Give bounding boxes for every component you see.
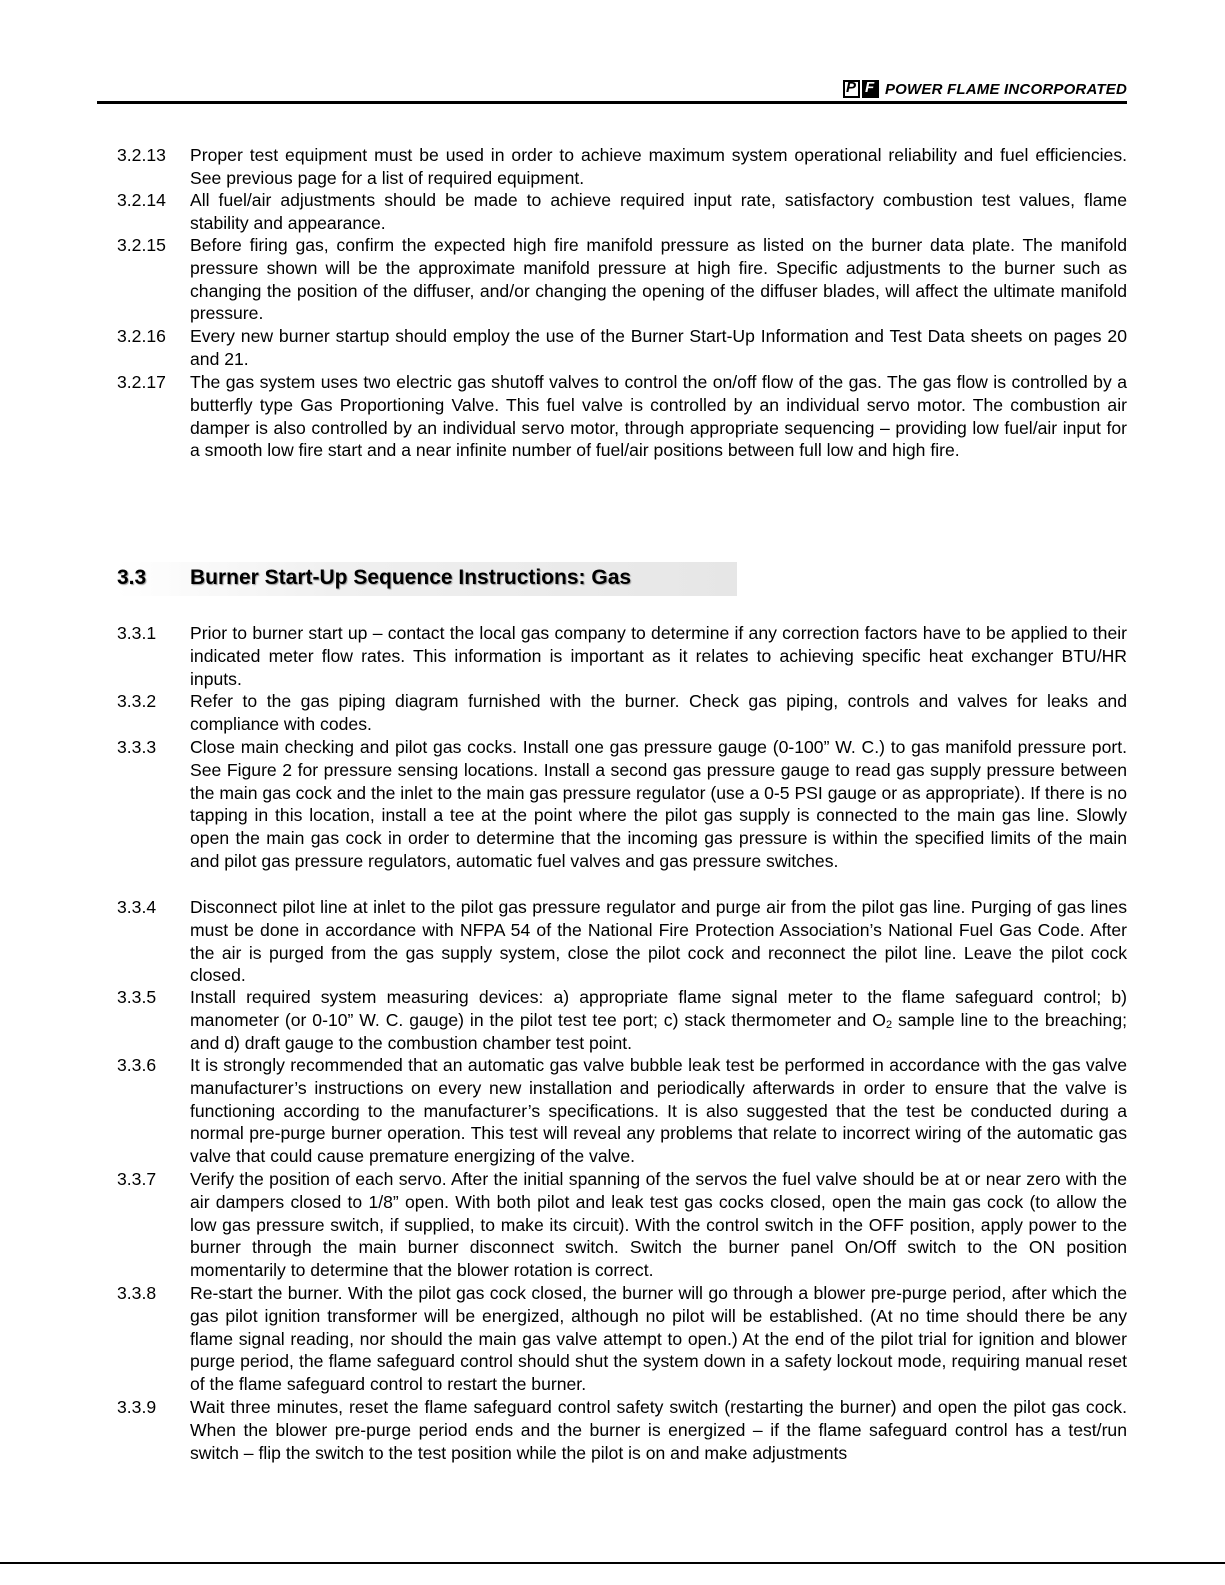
subscript-2: 2 bbox=[885, 1018, 893, 1031]
item-number: 3.2.14 bbox=[117, 190, 166, 210]
item-number: 3.2.15 bbox=[117, 235, 166, 255]
item-text: Wait three minutes, reset the flame safeguard control safety switch (restarting the burner) and open the pilot gas cock. When the blower pre-purge period ends and the burner is energized – if the flame safeguard control has a test/run switch – flip the switch to the test position while the pilot is on and make adjustments bbox=[190, 1397, 1127, 1463]
item-text: Every new burner startup should employ the use of the Burner Start-Up Information and Test Data sheets on pages 20 and 21. bbox=[190, 326, 1127, 369]
item-number: 3.3.2 bbox=[117, 691, 157, 711]
item-text: Disconnect pilot line at inlet to the pilot gas pressure regulator and purge air from the pilot gas line. Purging of gas lines must be done in accordance with NFPA 54 of the National Fire Protection Association’s National Fuel Gas Code. After the air is purged from the gas supply system, close the pilot cock and reconnect the pilot line. Leave the pilot cock closed. bbox=[190, 897, 1127, 986]
item-text-part-a: Install required system measuring devices: a) appropriate flame signal meter to the flame safeguard control; b) manometer (or 0-10” W. C. gauge) in the pilot test tee port; c) stack thermometer and O bbox=[190, 987, 1127, 1030]
item-number: 3.3.1 bbox=[117, 623, 157, 643]
section-title: Burner Start-Up Sequence Instructions: Gas bbox=[190, 566, 632, 589]
item-text: Close main checking and pilot gas cocks. Install one gas pressure gauge (0-100” W. C.) to gas manifold pressure port. See Figure 2 for pressure sensing locations. Install a second gas pressure gauge to read gas supply pressure between the main gas cock and the inlet to the main gas pressure regulator (use a 0-5 PSI gauge or as appropriate). If there is no tapping in this location, install a tee at the point where the pilot gas supply is connected to the main gas line. Slowly open the main gas cock in order to determine that the incoming gas pressure is within the specified limits of the main and pilot gas pressure regulators, automatic fuel valves and gas pressure switches. bbox=[190, 737, 1127, 871]
section-number: 3.3 bbox=[117, 566, 147, 589]
item-number: 3.3.6 bbox=[117, 1055, 157, 1075]
section-heading bbox=[117, 562, 737, 596]
item-text bbox=[190, 986, 1127, 1054]
item-number: 3.3.4 bbox=[117, 897, 157, 917]
item-number: 3.3.9 bbox=[117, 1397, 157, 1417]
item-number: 3.3.5 bbox=[117, 987, 157, 1007]
item-number: 3.3.7 bbox=[117, 1169, 157, 1189]
company-name: POWER FLAME INCORPORATED bbox=[884, 80, 1127, 98]
item-number: 3.2.16 bbox=[117, 326, 166, 346]
brand bbox=[843, 78, 1127, 100]
item-text: It is strongly recommended that an automatic gas valve bubble leak test be performed in accordance with the gas valve manufacturer’s instructions on every new installation and periodically afterwards in order to ensure that the valve is functioning according to the manufacturer’s specifications. It is also suggested that the test be conducted during a normal pre-purge burner operation. This test will reveal any problems that relate to incorrect wiring of the automatic gas valve that could cause premature energizing of the valve. bbox=[190, 1055, 1127, 1167]
power-flame-logo-icon: P F bbox=[843, 79, 881, 99]
item-number: 3.2.17 bbox=[117, 372, 166, 392]
item-text: Verify the position of each servo. After the initial spanning of the servos the fuel valve should be at or near zero with the air dampers closed to 1/8” open. With both pilot and leak test gas cocks closed, open the main gas cock (to allow the low gas pressure switch, if supplied, to make its circuit). With the control switch in the OFF position, apply power to the burner through the main burner disconnect switch. Switch the burner panel On/Off switch to the ON position momentarily to determine that the blower rotation is correct. bbox=[190, 1169, 1127, 1281]
footer-rule bbox=[0, 1562, 1225, 1564]
item-text: Refer to the gas piping diagram furnished with the burner. Check gas piping, controls and valves for leaks and compliance with codes. bbox=[190, 691, 1127, 734]
item-text: Proper test equipment must be used in order to achieve maximum system operational reliability and fuel efficiencies. See previous page for a list of required equipment. bbox=[190, 145, 1127, 188]
item-number: 3.2.13 bbox=[117, 145, 166, 165]
item-text: The gas system uses two electric gas shutoff valves to control the on/off flow of the gas. The gas flow is controlled by a butterfly type Gas Proportioning Valve. This fuel valve is controlled by an individual servo motor. The combustion air damper is also controlled by an individual servo motor, through appropriate sequencing – providing low fuel/air input for a smooth low fire start and a near infinite number of fuel/air positions between full low and high fire. bbox=[190, 372, 1127, 461]
page-header bbox=[97, 78, 1127, 104]
item-number: 3.3.3 bbox=[117, 737, 157, 757]
item-number: 3.3.8 bbox=[117, 1283, 157, 1303]
item-text: Before firing gas, confirm the expected high fire manifold pressure as listed on the burner data plate. The manifold pressure shown will be the approximate manifold pressure at high fire. Specific adjustments to the burner such as changing the position of the diffuser, and/or changing the opening of the diffuser blades, will affect the ultimate manifold pressure. bbox=[190, 235, 1127, 324]
item-text: All fuel/air adjustments should be made to achieve required input rate, satisfactory combustion test values, flame stability and appearance. bbox=[190, 190, 1127, 233]
item-text: Re-start the burner. With the pilot gas cock closed, the burner will go through a blower pre-purge period, after which the gas pilot ignition transformer will be energized, although no pilot will be established. (At no time should there be any flame signal reading, nor should the main gas valve attempt to open.) At the end of the pilot trial for ignition and blower purge period, the flame safeguard control should shut the system down in a safety lockout mode, requiring manual reset of the flame safeguard control to restart the burner. bbox=[190, 1283, 1127, 1395]
header-rule bbox=[97, 101, 1127, 104]
item-text-part-b: sample line to the breaching; and d) draft gauge to the combustion chamber test point. bbox=[190, 1009, 1127, 1053]
item-text: Prior to burner start up – contact the local gas company to determine if any correction factors have to be applied to their indicated meter flow rates. This information is important as it relates to achieving specific heat exchanger BTU/HR inputs. bbox=[190, 623, 1127, 689]
